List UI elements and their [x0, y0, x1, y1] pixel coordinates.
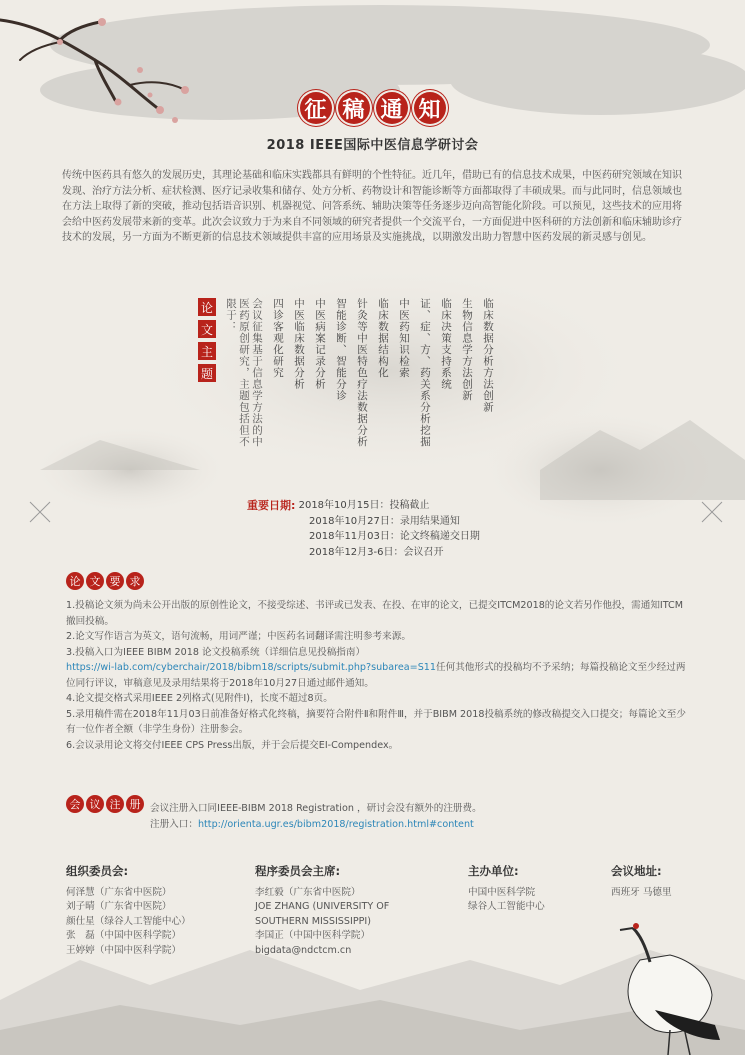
registration-info — [150, 801, 482, 832]
submission-link[interactable]: https://wi-lab.com/cyberchair/2018/bibm18/scripts/submit.php?subarea=S11 — [66, 662, 437, 673]
topic-item: 智能诊断、智能分诊 — [335, 298, 347, 402]
topic-item: 临床决策支持系统 — [440, 298, 452, 390]
conference-venue — [611, 864, 672, 900]
host: 绿谷人工智能中心 — [468, 901, 545, 912]
badge-char: 要 — [106, 572, 124, 590]
badge-char: 注 — [106, 795, 124, 813]
paper-topics — [198, 298, 494, 448]
requirement-item: 6.会议录用论文将交付IEEE CPS Press出版，并于会后提交EI-Compendex。 — [66, 739, 399, 751]
badge-char: 文 — [198, 320, 216, 338]
title-seal: 稿 — [338, 92, 370, 124]
requirements-badge — [66, 572, 144, 590]
decorative-cross-right — [700, 500, 724, 524]
requirement-item: 5.录用稿件需在2018年11月03日前准备好格式化终稿，摘要符合附件Ⅱ和附件Ⅲ，并于BIBM 2018投稿系统的修改稿提交入口提交；每篇论文至少有一位作者全额（非学生身份）注册参会。 — [66, 708, 686, 735]
host: 中国中医科学院 — [468, 886, 536, 898]
registration-entry-label: 注册入口： — [150, 818, 198, 830]
topic-item: 针灸等中医特色疗法数据分析 — [356, 298, 368, 448]
topic-item: 证、症、方、药关系分析挖掘 — [419, 298, 431, 448]
member: 刘子晴（广东省中医院） — [66, 901, 172, 912]
call-for-papers-title — [0, 92, 745, 124]
member: JOE ZHANG (UNIVERSITY OF — [255, 901, 390, 912]
dates-label: 重要日期: — [247, 499, 296, 512]
important-dates — [247, 498, 480, 560]
topic-item: 四诊客观化研究 — [272, 298, 284, 379]
badge-char: 主 — [198, 342, 216, 360]
member: 颜仕星（绿谷人工智能中心） — [66, 915, 191, 927]
registration-text: 会议注册入口同IEEE-BIBM 2018 Registration ，研讨会没有额外的注册费。 — [150, 803, 482, 814]
topic-item: 临床数据分析方法创新 — [482, 298, 494, 413]
date-item: 2018年12月3-6日：会议召开 — [309, 546, 444, 558]
contact-email[interactable]: bigdata@ndctcm.cn — [255, 944, 352, 956]
requirement-item: 3.投稿入口为IEEE BIBM 2018 论文投稿系统（详细信息见投稿指南） — [66, 646, 366, 658]
badge-char: 册 — [126, 795, 144, 813]
badge-char: 议 — [86, 795, 104, 813]
requirement-item: 2.论文写作语言为英文，语句流畅，用词严谨；中医药名词翻译需注明参考来源。 — [66, 631, 411, 642]
decorative-cross-left — [28, 500, 52, 524]
topic-item: 临床数据结构化 — [377, 298, 389, 379]
date-item: 2018年11月03日：论文终稿递交日期 — [309, 531, 480, 542]
topic-item: 中医病案记录分析 — [314, 298, 326, 390]
member: 李国正（中国中医科学院） — [255, 930, 371, 941]
requirement-item: 1.投稿论文须为尚未公开出版的原创性论文，不接受综述、书评或已发表、在投、在审的论文，已提交ITCM2018的论文若另作他投，需通知ITCM撤回投稿。 — [66, 600, 684, 627]
host-organizations — [468, 864, 545, 915]
requirement-item: 4.论文提交格式采用IEEE 2列格式(见附件Ⅰ)，长度不超过8页。 — [66, 693, 333, 704]
title-seal: 通 — [376, 92, 408, 124]
program-chairs — [255, 864, 389, 958]
section-heading: 会议地址: — [611, 864, 662, 878]
topics-intro: 会议征集基于信息学方法的中医药原创研究，主题包括但不限于： — [225, 298, 263, 448]
member: 王婷婷（中国中医科学院） — [66, 944, 182, 956]
requirement-item — [66, 660, 686, 691]
date-item: 2018年10月15日：投稿截止 — [298, 500, 430, 511]
topic-item: 中医临床数据分析 — [293, 298, 305, 390]
badge-char: 论 — [66, 572, 84, 590]
organizing-committee — [66, 864, 191, 958]
topics-badge — [198, 298, 216, 448]
requirements-list — [66, 598, 686, 753]
badge-char: 文 — [86, 572, 104, 590]
date-item: 2018年10月27日：录用结果通知 — [309, 515, 460, 527]
section-heading: 程序委员会主席: — [255, 864, 341, 878]
topic-item: 中医药知识检索 — [398, 298, 410, 379]
badge-char: 求 — [126, 572, 144, 590]
title-seal: 征 — [300, 92, 332, 124]
intro-paragraph: 传统中医药具有悠久的发展历史，其理论基础和临床实践都具有鲜明的个性特征。近几年，借助已有的信息技术成果，中医药研究领域在知识发现、治疗方法分析、症状检测、医疗记录收集和储存、处方分析、药物设计和智能诊断等方面都取得了丰硕成果。而与此同时，信息领域也在方法上取得了新的突破，推动包括语音识别、机器视觉、问答系统、辅助决策等任务逐步迈向高智能化阶段。可以预见，这些技术的应用将会给中医药发展带来新的变革。此次会议致力于为来自不同领域的研究者提供一个交流平台，一方面促进中医科研的方法创新和临床辅助诊疗技术的发展，另一方面为不断更新的信息技术领域提供丰富的应用场景及实施挑战，以期激发出助力智慧中医药发展的新灵感与创见。 — [62, 170, 682, 243]
registration-link[interactable]: http://orienta.ugr.es/bibm2018/registration.html#content — [197, 818, 474, 830]
badge-char: 论 — [198, 298, 216, 316]
registration-badge — [66, 795, 144, 813]
badge-char: 题 — [198, 364, 216, 382]
topic-item: 生物信息学方法创新 — [461, 298, 473, 402]
venue-location: 西班牙 马德里 — [611, 886, 672, 898]
section-heading: 组织委员会: — [66, 864, 129, 878]
conference-subtitle: 2018 IEEE国际中医信息学研讨会 — [266, 138, 479, 153]
requirement-text: 任何其他形式的投稿均不予采纳；每篇投稿论文至少经过两位同行评议，审稿意见及录用结果将于2018年10月27日通过邮件通知。 — [66, 662, 686, 689]
member: 李红毅（广东省中医院） — [255, 886, 361, 898]
title-seal: 知 — [414, 92, 446, 124]
member: 张 磊（中国中医科学院） — [66, 930, 182, 941]
badge-char: 会 — [66, 795, 84, 813]
member: SOUTHERN MISSISSIPPI) — [255, 915, 371, 927]
section-heading: 主办单位: — [468, 864, 519, 878]
member: 何泽慧（广东省中医院） — [66, 886, 172, 898]
